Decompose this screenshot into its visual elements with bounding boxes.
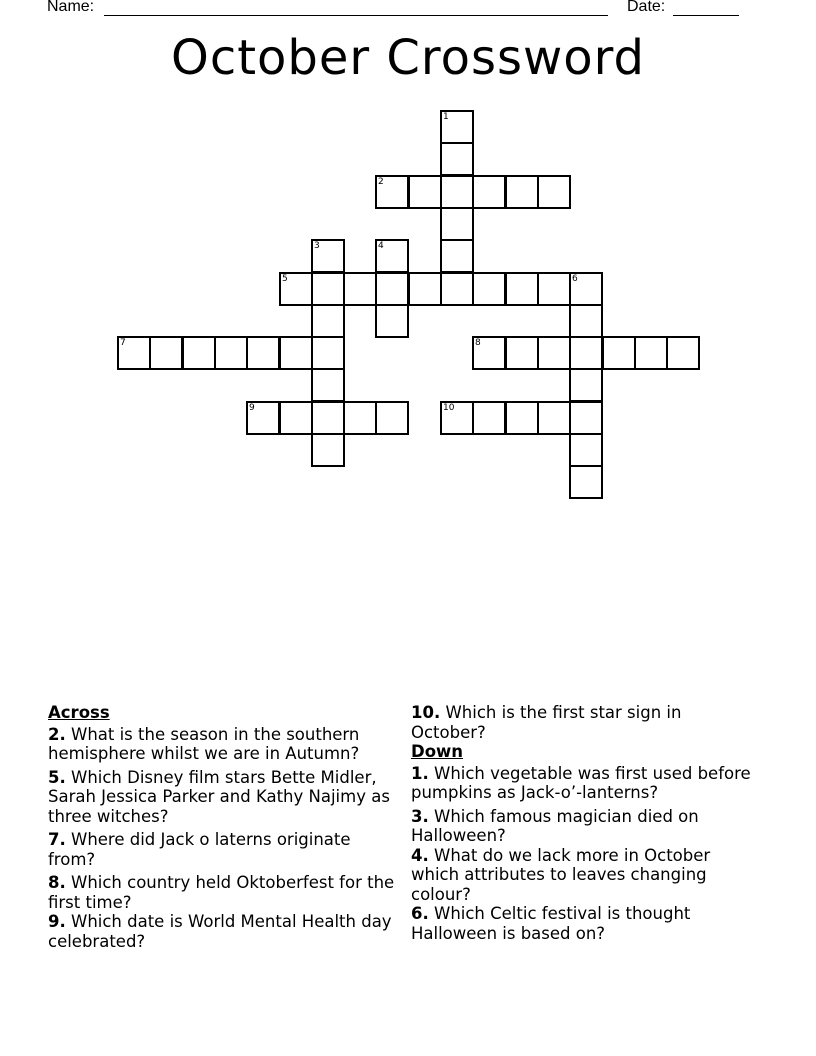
crossword-cell[interactable]: [311, 304, 345, 338]
crossword-cell[interactable]: [440, 272, 474, 306]
clue-number: 3.: [411, 806, 429, 826]
crossword-cell[interactable]: [569, 401, 603, 435]
crossword-cell[interactable]: [214, 336, 248, 370]
crossword-cell[interactable]: [311, 336, 345, 370]
clue-text: What do we lack more in October which attributes to leaves changing colour?: [411, 845, 711, 904]
crossword-cell[interactable]: [569, 336, 603, 370]
crossword-cell[interactable]: [408, 272, 442, 306]
across-clue-9: [48, 912, 398, 951]
cell-number: 7: [120, 338, 126, 348]
crossword-cell[interactable]: [472, 336, 506, 370]
crossword-cell[interactable]: [505, 401, 539, 435]
down-heading: Down: [411, 742, 464, 761]
crossword-cell[interactable]: [440, 207, 474, 241]
clue-text: Which Disney film stars Bette Midler, Sarah Jessica Parker and Kathy Najimy as three witches?: [48, 767, 390, 826]
cell-number: 2: [378, 177, 384, 187]
crossword-cell[interactable]: [182, 336, 216, 370]
crossword-cell[interactable]: [569, 465, 603, 499]
date-label: Date:: [627, 0, 666, 15]
crossword-cell[interactable]: [311, 272, 345, 306]
name-label: Name:: [47, 0, 95, 15]
across-clue-2: [48, 725, 398, 764]
cell-number: 8: [475, 338, 481, 348]
cell-number: 5: [282, 274, 288, 284]
crossword-cell[interactable]: [505, 175, 539, 209]
crossword-cell[interactable]: [117, 336, 151, 370]
crossword-cell[interactable]: [602, 336, 636, 370]
crossword-cell[interactable]: [505, 272, 539, 306]
clue-text: Which date is World Mental Health day celebrated?: [48, 912, 392, 951]
cell-number: 9: [249, 403, 255, 413]
clue-number: 1.: [411, 763, 429, 783]
across-clue-7: [48, 830, 398, 869]
cell-number: 1: [443, 112, 449, 122]
down-clue-6: [411, 904, 761, 943]
across-clue-8: [48, 873, 398, 912]
crossword-cell[interactable]: [440, 175, 474, 209]
crossword-cell[interactable]: [311, 401, 345, 435]
crossword-cell[interactable]: [569, 304, 603, 338]
crossword-cell[interactable]: [440, 401, 474, 435]
cell-number: 4: [378, 241, 384, 251]
crossword-cell[interactable]: [311, 368, 345, 402]
clue-number: 6.: [411, 904, 429, 923]
clues-column-left: [48, 703, 398, 955]
clues-column-right: [411, 703, 761, 947]
clue-number: 5.: [48, 767, 66, 787]
crossword-cell[interactable]: [375, 304, 409, 338]
crossword-cell[interactable]: [343, 401, 377, 435]
clue-number: 8.: [48, 873, 66, 892]
crossword-cell[interactable]: [505, 336, 539, 370]
clue-number: 7.: [48, 830, 66, 849]
crossword-cell[interactable]: [149, 336, 183, 370]
clue-text: Which country held Oktoberfest for the first time?: [48, 873, 395, 912]
crossword-cell[interactable]: [569, 272, 603, 306]
crossword-cell[interactable]: [666, 336, 700, 370]
crossword-cell[interactable]: [634, 336, 668, 370]
crossword-cell[interactable]: [537, 401, 571, 435]
crossword-cell[interactable]: [537, 336, 571, 370]
clue-number: 2.: [48, 724, 66, 744]
crossword-cell[interactable]: [375, 272, 409, 306]
clue-text: Where did Jack o laterns originate from?: [48, 830, 351, 869]
crossword-cell[interactable]: [375, 401, 409, 435]
crossword-cell[interactable]: [246, 336, 280, 370]
crossword-cell[interactable]: [472, 272, 506, 306]
crossword-grid: [0, 0, 816, 520]
crossword-cell[interactable]: [375, 175, 409, 209]
across-clue-5: [48, 768, 398, 827]
clue-text: Which Celtic festival is thought Halloween is based on?: [411, 904, 691, 943]
crossword-cell[interactable]: [537, 272, 571, 306]
cell-number: 10: [443, 403, 455, 413]
cell-number: 3: [314, 241, 320, 251]
cell-number: 6: [572, 274, 578, 284]
down-clue-4: [411, 846, 761, 905]
crossword-cell[interactable]: [569, 433, 603, 467]
crossword-cell[interactable]: [440, 142, 474, 176]
crossword-cell[interactable]: [472, 175, 506, 209]
crossword-cell[interactable]: [279, 336, 313, 370]
clue-text: What is the season in the southern hemisphere whilst we are in Autumn?: [48, 724, 360, 763]
page-title: October Crossword: [171, 30, 645, 86]
clue-text: Which vegetable was first used before pumpkins as Jack-o’-lanterns?: [411, 763, 751, 802]
down-clue-3: [411, 807, 761, 846]
clue-number: 9.: [48, 912, 66, 931]
crossword-cell[interactable]: [343, 272, 377, 306]
across-heading: Across: [48, 703, 110, 722]
crossword-cell[interactable]: [311, 239, 345, 273]
crossword-cell[interactable]: [569, 368, 603, 402]
clue-text: Which famous magician died on Halloween?: [411, 806, 699, 845]
clue-number: 10.: [411, 703, 441, 722]
across-clue-10: [411, 703, 761, 742]
crossword-cell[interactable]: [440, 110, 474, 144]
crossword-cell[interactable]: [279, 401, 313, 435]
crossword-cell[interactable]: [440, 239, 474, 273]
crossword-cell[interactable]: [537, 175, 571, 209]
crossword-cell[interactable]: [311, 433, 345, 467]
crossword-cell[interactable]: [472, 401, 506, 435]
down-clue-1: [411, 764, 761, 803]
crossword-cell[interactable]: [279, 272, 313, 306]
clue-text: Which is the first star sign in October?: [411, 703, 682, 742]
crossword-cell[interactable]: [408, 175, 442, 209]
crossword-cell[interactable]: [246, 401, 280, 435]
crossword-cell[interactable]: [375, 239, 409, 273]
clue-number: 4.: [411, 845, 429, 865]
